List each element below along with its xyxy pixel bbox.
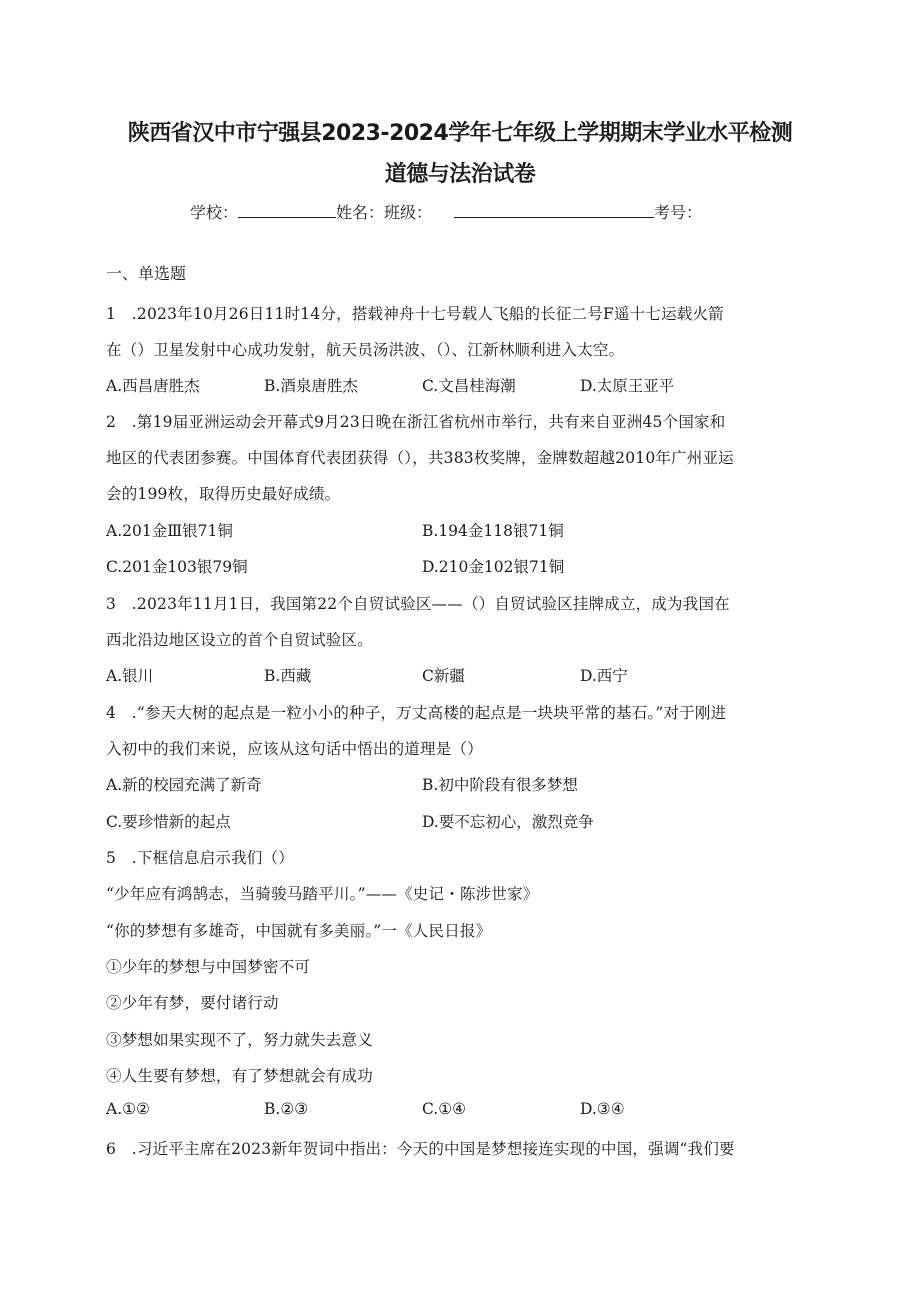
option-c: C.文昌桂海潮 bbox=[422, 377, 516, 395]
exam-title-line1: 陕西省汉中市宁强县2023-2024学年七年级上学期期末学业水平检测 bbox=[127, 121, 793, 146]
exam-no-label: 考号： bbox=[654, 203, 703, 222]
option-a: A.①② bbox=[106, 1100, 150, 1118]
question-line: 西北沿边地区设立的首个自贸试验区。 bbox=[106, 631, 373, 649]
option-c: C新疆 bbox=[422, 667, 465, 685]
option-d: D.要不忘初心，激烈竞争 bbox=[422, 813, 594, 831]
question-line: 3 .2023年11月1日，我国第22个自贸试验区——（）自贸试验区挂牌成立，成为我国在 bbox=[106, 595, 730, 613]
section-title: 一、单选题 bbox=[106, 264, 187, 283]
question-line: 会的199枚，取得历史最好成绩。 bbox=[106, 485, 341, 503]
option-a: A.201金Ⅲ银71铜 bbox=[106, 522, 233, 540]
statement-line: ④人生要有梦想，有了梦想就会有成功 bbox=[106, 1067, 373, 1085]
class-label: 班级： bbox=[384, 203, 433, 222]
option-b: B.初中阶段有很多梦想 bbox=[422, 776, 578, 794]
question-line: 入初中的我们来说，应该从这句话中悟出的道理是（） bbox=[106, 740, 483, 758]
question-line: 在（）卫星发射中心成功发射，航天员汤洪波、（）、江新林顺利进入太空。 bbox=[106, 341, 625, 359]
exam-title-line2: 道德与法治试卷 bbox=[384, 162, 536, 187]
option-d: D.210金102银71铜 bbox=[422, 558, 565, 576]
question-line: 6 .习近平主席在2023新年贺词中指出：今天的中国是梦想接连实现的中国，强调“我们要 bbox=[106, 1140, 735, 1158]
question-line: 地区的代表团参赛。中国体育代表团获得（），共383枚奖牌，金牌数超越2010年广州亚运 bbox=[106, 449, 734, 467]
question-line: 4 .“参天大树的起点是一粒小小的种子，万丈高楼的起点是一块块平常的基石。”对于刚进 bbox=[106, 704, 727, 722]
statement-line: ③梦想如果实现不了，努力就失去意义 bbox=[106, 1031, 373, 1049]
option-d: D.③④ bbox=[580, 1100, 625, 1118]
option-b: B.西藏 bbox=[264, 667, 312, 685]
option-b: B.194金118银71铜 bbox=[422, 522, 564, 540]
quote-line: “你的梦想有多雄奇，中国就有多美丽。”一《人民日报》 bbox=[106, 922, 492, 940]
option-a: A.银川 bbox=[106, 667, 154, 685]
option-c: C.①④ bbox=[422, 1100, 467, 1118]
option-c: C.201金103银79铜 bbox=[106, 558, 248, 576]
option-a: A.新的校园充满了新奇 bbox=[106, 776, 262, 794]
question-line: 2 .第19届亚洲运动会开幕式9月23日晚在浙江省杭州市举行，共有来自亚洲45个国家和 bbox=[106, 413, 726, 431]
school-label: 学校： bbox=[190, 203, 239, 222]
quote-line: “少年应有鸿鹄志，当骑骏马踏平川。”——《史记・陈涉世家》 bbox=[106, 885, 539, 903]
option-a: A.西昌唐胜杰 bbox=[106, 377, 200, 395]
statement-line: ②少年有梦，要付诸行动 bbox=[106, 994, 279, 1012]
school-blank bbox=[238, 203, 336, 218]
option-d: D.太原王亚平 bbox=[580, 377, 675, 395]
option-b: B.酒泉唐胜杰 bbox=[264, 377, 358, 395]
class-blank bbox=[454, 203, 654, 218]
question-line: 1 .2023年10月26日11时14分，搭载神舟十七号载人飞船的长征二号F遥十七运载火箭 bbox=[106, 305, 724, 323]
option-c: C.要珍惜新的起点 bbox=[106, 813, 231, 831]
option-d: D.西宁 bbox=[580, 667, 628, 685]
name-label: 姓名： bbox=[336, 203, 385, 222]
student-info-row bbox=[190, 200, 702, 223]
option-b: B.②③ bbox=[264, 1100, 309, 1118]
question-line: 5 .下框信息启示我们（） bbox=[106, 849, 294, 867]
statement-line: ①少年的梦想与中国梦密不可 bbox=[106, 958, 311, 976]
